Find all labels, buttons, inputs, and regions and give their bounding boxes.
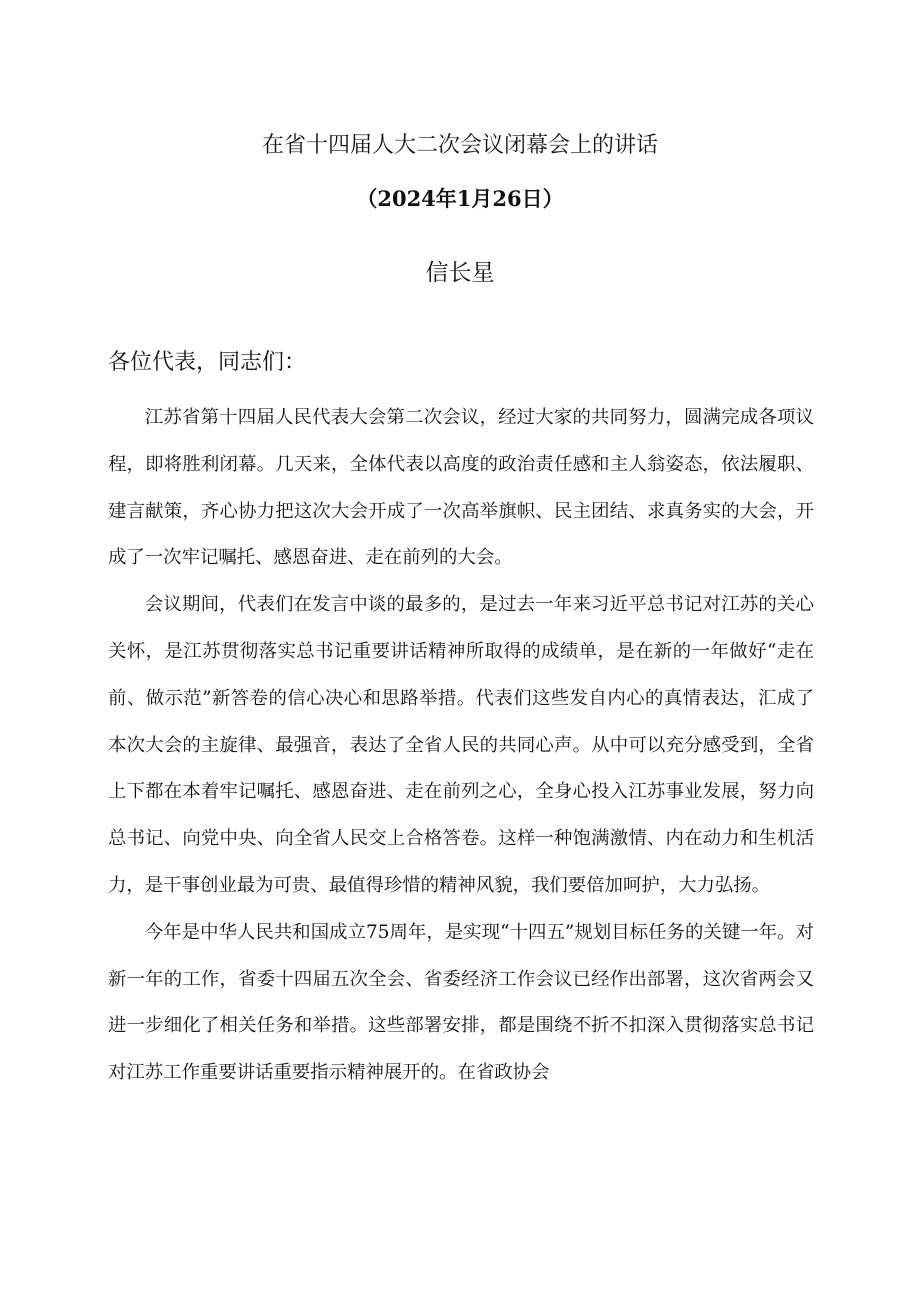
paragraph-3: 今年是中华人民共和国成立75周年，是实现“十四五”规划目标任务的关键一年。对新一年的工作，省委十四届五次全会、省委经济工作会议已经作出部署，这次省两会又进一步细化了相关任务和举措。这些部署安排，都是围绕不折不扣深入贯彻落实总书记对江苏工作重要讲话重要指示精神展开的。在省政协会 [108, 921, 814, 1084]
paragraph-1: 江苏省第十四届人民代表大会第二次会议，经过大家的共同努力，圆满完成各项议程，即将胜利闭幕。几天来，全体代表以高度的政治责任感和主人翁姿态，依法履职、建言献策，齐心协力把这次大会开成了一次高举旗帜、民主团结、求真务实的大会，开成了一次牢记嘱托、感恩奋进、走在前列的大会。 [108, 407, 814, 569]
paragraph-2: 会议期间，代表们在发言中谈的最多的，是过去一年来习近平总书记对江苏的关心关怀，是江苏贯彻落实总书记重要讲话精神所取得的成绩单，是在新的一年做好“走在前、做示范”新答卷的信心决心和思路举措。代表们这些发自内心的真情表达，汇成了本次大会的主旋律、最强音，表达了全省人民的共同心声。从中可以充分感受到，全省上下都在本着牢记嘱托、感恩奋进、走在前列之心，全身心投入江苏事业发展，努力向总书记、向党中央、向全省人民交上合格答卷。这样一种饱满激情、内在动力和生机活力，是干事创业最为可贵、最值得珍惜的精神风貌，我们要倍加呵护，大力弘扬。 [108, 594, 814, 896]
document-title: 在省十四届人大二次会议闭幕会上的讲话 [261, 133, 658, 158]
document-date: （2024年1月26日） [356, 186, 564, 211]
body-text [108, 395, 814, 1097]
salutation: 各位代表，同志们： [108, 350, 307, 375]
document-author: 信长星 [425, 260, 495, 286]
